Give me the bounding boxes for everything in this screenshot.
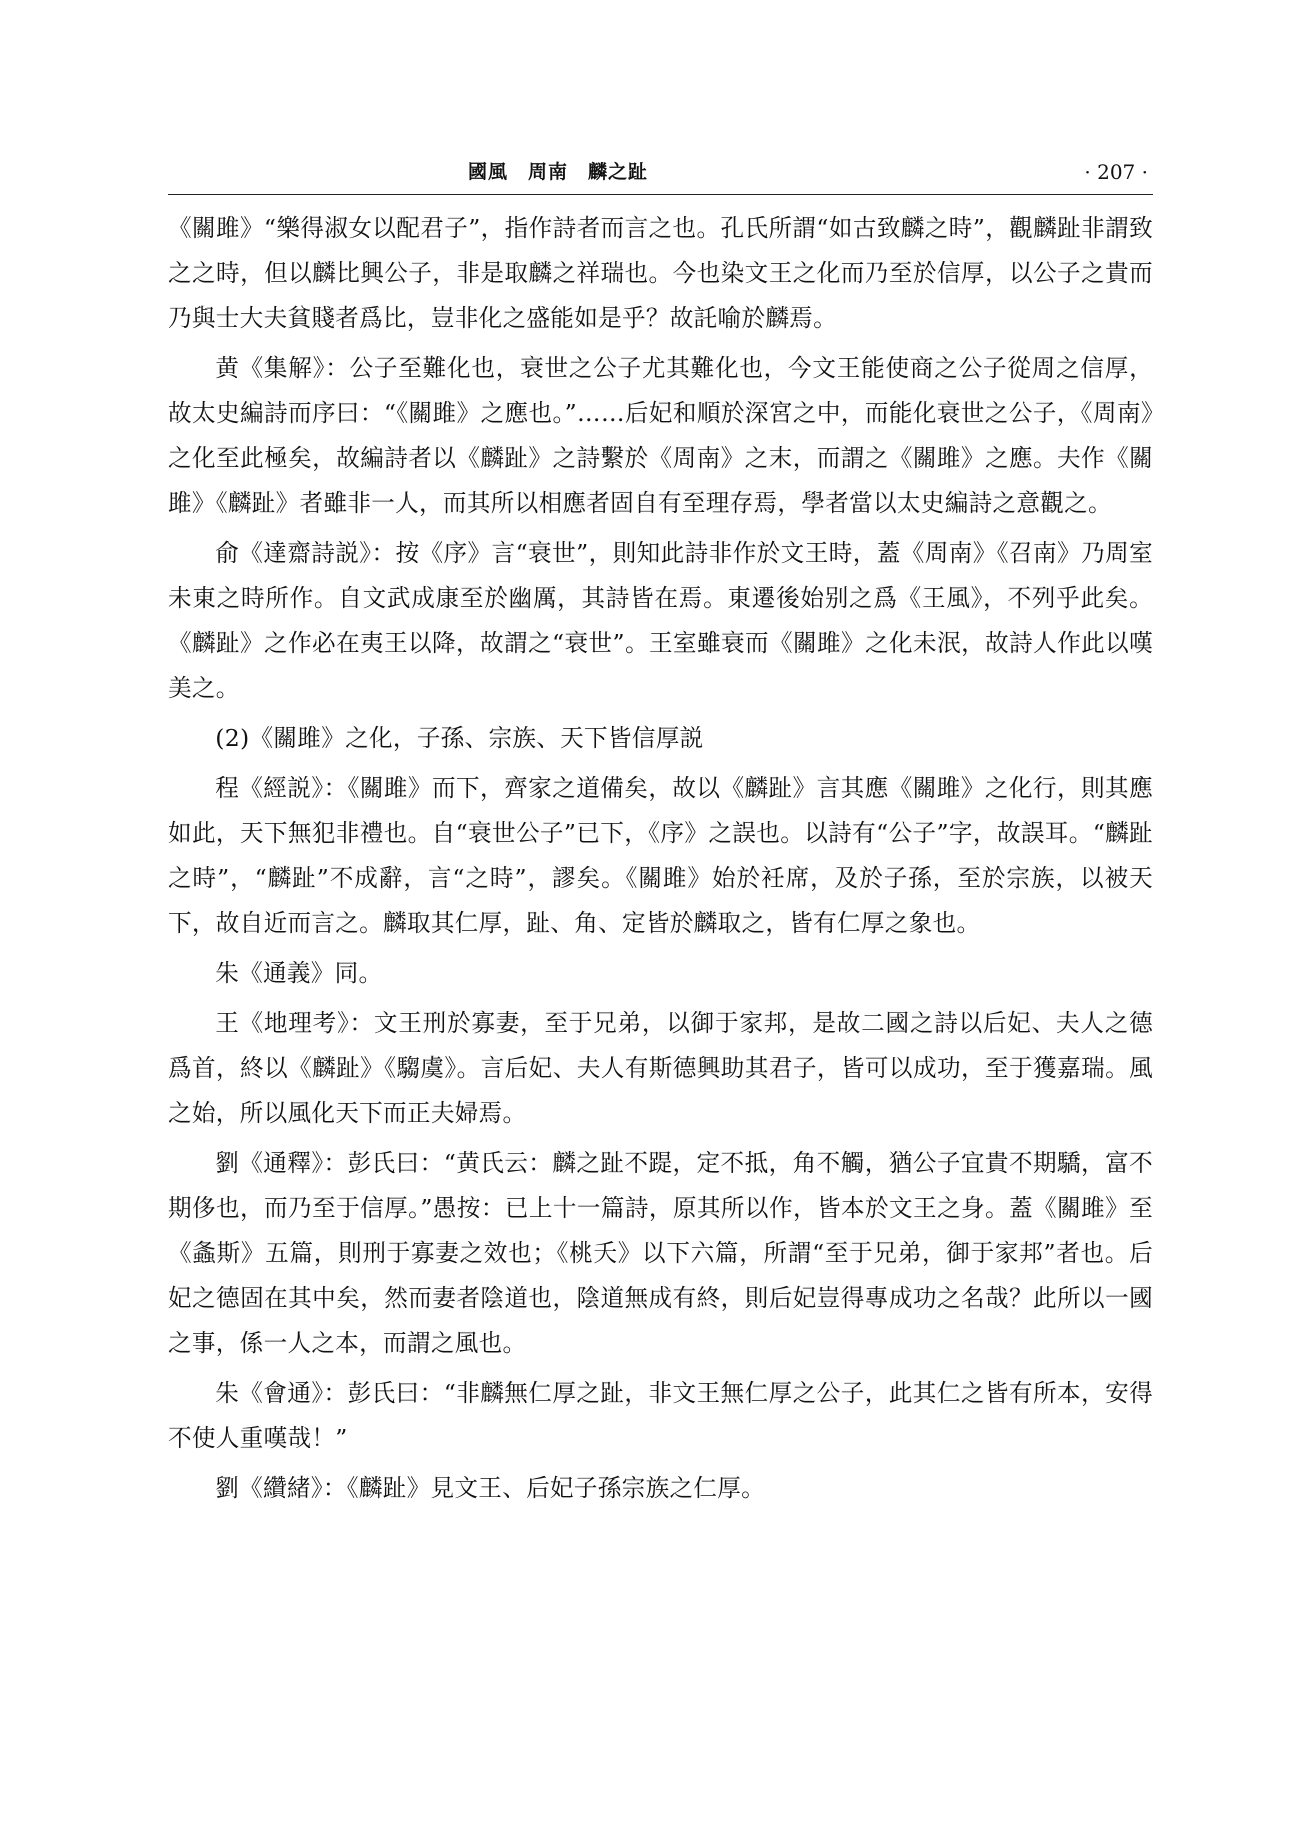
running-title: 國風 周南 麟之趾 xyxy=(467,161,648,183)
page-number: · 207 · xyxy=(1084,160,1148,184)
paragraph: 俞《達齋詩説》：按《序》言“衰世”，則知此詩非作於文王時，蓋《周南》《召南》乃周室未東之時所作。自文武成康至於幽厲，其詩皆在焉。東遷後始别之爲《王風》，不列乎此矣。《麟趾》之作必在夷王以降，故謂之“衰世”。王室雖衰而《關雎》之化未泯，故詩人作此以嘆美之。 xyxy=(168,539,1153,702)
paragraph: 王《地理考》：文王刑於寡妻，至于兄弟，以御于家邦，是故二國之詩以后妃、夫人之德爲首，終以《麟趾》《騶虞》。言后妃、夫人有斯德興助其君子，皆可以成功，至于獲嘉瑞。風之始，所以風化天下而正夫婦焉。 xyxy=(168,1009,1153,1127)
paragraph: 程《經説》：《關雎》而下，齊家之道備矣，故以《麟趾》言其應《關雎》之化行，則其應如此，天下無犯非禮也。自“衰世公子”已下，《序》之誤也。以詩有“公子”字，故誤耳。“麟趾之時”，“麟趾”不成辭，言“之時”，謬矣。《關雎》始於衽席，及於子孫，至於宗族，以被天下，故自近而言之。麟取其仁厚，趾、角、定皆於麟取之，皆有仁厚之象也。 xyxy=(168,774,1153,937)
paragraph: 《關雎》“樂得淑女以配君子”，指作詩者而言之也。孔氏所謂“如古致麟之時”，觀麟趾非謂致之之時，但以麟比興公子，非是取麟之祥瑞也。今也染文王之化而乃至於信厚，以公子之貴而乃與士大夫貧賤者爲比，豈非化之盛能如是乎？故託喻於麟焉。 xyxy=(168,214,1153,332)
paragraph: 劉《纘緒》：《麟趾》見文王、后妃子孫宗族之仁厚。 xyxy=(215,1474,766,1502)
paragraph: 劉《通釋》：彭氏曰：“黄氏云：麟之趾不踶，定不抵，角不觸，猶公子宜貴不期驕，富不期侈也，而乃至于信厚。”愚按：已上十一篇詩，原其所以作，皆本於文王之身。蓋《關雎》至《螽斯》五篇，則刑于寡妻之效也；《桃夭》以下六篇，所謂“至于兄弟，御于家邦”者也。后妃之德固在其中矣，然而妻者陰道也，陰道無成有終，則后妃豈得專成功之名哉？此所以一國之事，係一人之本，而謂之風也。 xyxy=(168,1149,1153,1357)
section-heading: (2)《關雎》之化，子孫、宗族、天下皆信厚説 xyxy=(215,724,704,752)
paragraph: 朱《通義》同。 xyxy=(215,959,383,987)
body-text xyxy=(168,206,1153,1516)
page-header xyxy=(168,158,1148,198)
paragraph: 朱《會通》：彭氏曰：“非麟無仁厚之趾，非文王無仁厚之公子，此其仁之皆有所本，安得不使人重嘆哉！” xyxy=(168,1379,1153,1452)
header-rule xyxy=(168,194,1153,195)
paragraph: 黄《集解》：公子至難化也，衰世之公子尤其難化也，今文王能使商之公子從周之信厚，故太史編詩而序曰：“《關雎》之應也。”……后妃和順於深宮之中，而能化衰世之公子，《周南》之化至此極矣，故編詩者以《麟趾》之詩繫於《周南》之末，而謂之《關雎》之應。夫作《關雎》《麟趾》者雖非一人，而其所以相應者固自有至理存焉，學者當以太史編詩之意觀之。 xyxy=(168,354,1153,517)
